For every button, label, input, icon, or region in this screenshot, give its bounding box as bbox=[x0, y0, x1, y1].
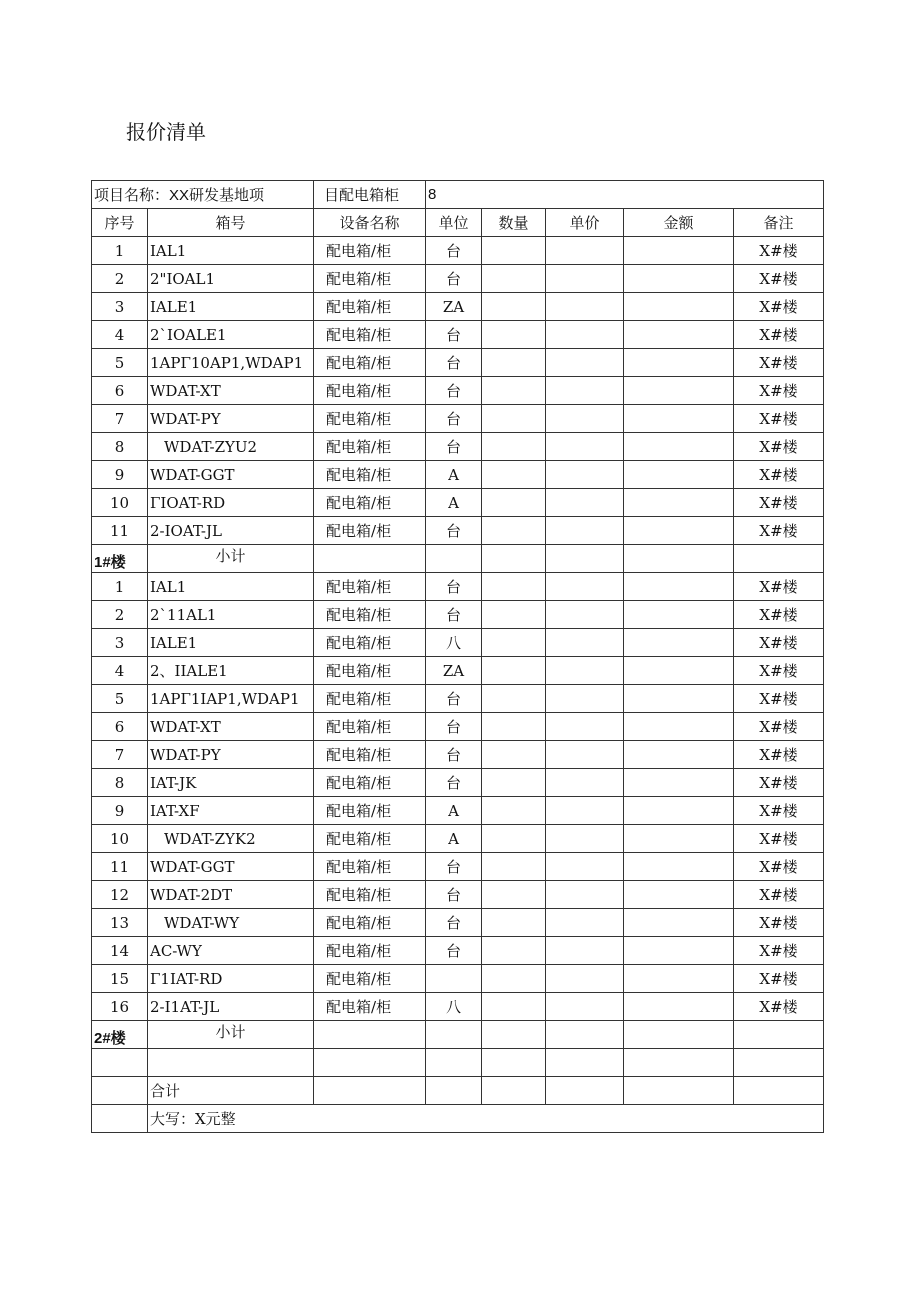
project-number: 8 bbox=[426, 181, 824, 209]
note-cell: X#楼 bbox=[734, 601, 824, 629]
header-no: 序号 bbox=[92, 209, 148, 237]
amount-cell bbox=[624, 629, 734, 657]
row-number: 5 bbox=[92, 685, 148, 713]
table-row bbox=[92, 293, 824, 321]
row-number: 4 bbox=[92, 657, 148, 685]
unit-price-cell bbox=[546, 797, 624, 825]
unit-price-cell bbox=[546, 405, 624, 433]
amount-cell bbox=[624, 405, 734, 433]
total-label: 合计 bbox=[148, 1077, 314, 1105]
unit-cell bbox=[426, 965, 482, 993]
row-number: 3 bbox=[92, 629, 148, 657]
empty-cell bbox=[734, 1049, 824, 1077]
box-id: WDAT-ZYU2 bbox=[148, 433, 314, 461]
amount-cell bbox=[624, 909, 734, 937]
quantity-cell bbox=[482, 629, 546, 657]
header-box: 箱号 bbox=[148, 209, 314, 237]
note-cell: X#楼 bbox=[734, 825, 824, 853]
empty-cell bbox=[314, 545, 426, 573]
amount-cell bbox=[624, 377, 734, 405]
table-row bbox=[92, 377, 824, 405]
empty-cell bbox=[426, 1077, 482, 1105]
box-id: 2`IOALE1 bbox=[148, 321, 314, 349]
amount-cell bbox=[624, 741, 734, 769]
table-row bbox=[92, 517, 824, 545]
unit-price-cell bbox=[546, 461, 624, 489]
unit-cell: 台 bbox=[426, 377, 482, 405]
equipment-name: 配电箱/柜 bbox=[314, 825, 426, 853]
quote-table bbox=[91, 180, 824, 1133]
amount-cell bbox=[624, 433, 734, 461]
quantity-cell bbox=[482, 881, 546, 909]
quantity-cell bbox=[482, 377, 546, 405]
row-number: 11 bbox=[92, 517, 148, 545]
unit-price-cell bbox=[546, 657, 624, 685]
floor-label: 1#楼 bbox=[92, 545, 148, 573]
empty-cell bbox=[546, 1021, 624, 1049]
unit-cell: 台 bbox=[426, 349, 482, 377]
quantity-cell bbox=[482, 349, 546, 377]
note-cell: X#楼 bbox=[734, 433, 824, 461]
amount-cell bbox=[624, 713, 734, 741]
table-row bbox=[92, 937, 824, 965]
unit-price-cell bbox=[546, 713, 624, 741]
note-cell: X#楼 bbox=[734, 489, 824, 517]
box-id: 1APΓ10AP1,WDAP1 bbox=[148, 349, 314, 377]
amount-cell bbox=[624, 573, 734, 601]
empty-cell bbox=[314, 1021, 426, 1049]
equipment-name: 配电箱/柜 bbox=[314, 349, 426, 377]
quantity-cell bbox=[482, 965, 546, 993]
quantity-cell bbox=[482, 937, 546, 965]
note-cell: X#楼 bbox=[734, 853, 824, 881]
row-number: 15 bbox=[92, 965, 148, 993]
unit-cell: 台 bbox=[426, 881, 482, 909]
note-cell: X#楼 bbox=[734, 797, 824, 825]
row-number: 13 bbox=[92, 909, 148, 937]
note-cell: X#楼 bbox=[734, 769, 824, 797]
unit-price-cell bbox=[546, 265, 624, 293]
row-number: 1 bbox=[92, 573, 148, 601]
empty-cell bbox=[148, 1049, 314, 1077]
unit-cell: 台 bbox=[426, 321, 482, 349]
equipment-name: 配电箱/柜 bbox=[314, 321, 426, 349]
empty-cell bbox=[624, 545, 734, 573]
quantity-cell bbox=[482, 993, 546, 1021]
row-number: 10 bbox=[92, 489, 148, 517]
unit-price-cell bbox=[546, 741, 624, 769]
quantity-cell bbox=[482, 713, 546, 741]
document-title: 报价清单 bbox=[126, 120, 206, 144]
quantity-cell bbox=[482, 909, 546, 937]
table-row bbox=[92, 657, 824, 685]
empty-cell bbox=[314, 1049, 426, 1077]
equipment-name: 配电箱/柜 bbox=[314, 433, 426, 461]
box-id: 2`11AL1 bbox=[148, 601, 314, 629]
table-row bbox=[92, 881, 824, 909]
table-row bbox=[92, 685, 824, 713]
quantity-cell bbox=[482, 321, 546, 349]
box-id: WDAT-XT bbox=[148, 377, 314, 405]
empty-cell bbox=[546, 545, 624, 573]
quantity-cell bbox=[482, 517, 546, 545]
table-row bbox=[92, 573, 824, 601]
table-row bbox=[92, 237, 824, 265]
equipment-name: 配电箱/柜 bbox=[314, 853, 426, 881]
box-id: WDAT-XT bbox=[148, 713, 314, 741]
equipment-name: 配电箱/柜 bbox=[314, 685, 426, 713]
quantity-cell bbox=[482, 853, 546, 881]
equipment-name: 配电箱/柜 bbox=[314, 993, 426, 1021]
equipment-name: 配电箱/柜 bbox=[314, 377, 426, 405]
equipment-name: 配电箱/柜 bbox=[314, 797, 426, 825]
subtotal-label: 小计 bbox=[148, 1021, 314, 1049]
unit-price-cell bbox=[546, 517, 624, 545]
box-id: WDAT-GGT bbox=[148, 853, 314, 881]
row-number: 7 bbox=[92, 405, 148, 433]
row-number: 9 bbox=[92, 461, 148, 489]
unit-price-cell bbox=[546, 965, 624, 993]
quantity-cell bbox=[482, 293, 546, 321]
box-id: WDAT-WY bbox=[148, 909, 314, 937]
row-number: 4 bbox=[92, 321, 148, 349]
unit-cell: 台 bbox=[426, 713, 482, 741]
subtotal-row bbox=[92, 1021, 824, 1049]
empty-cell bbox=[482, 1021, 546, 1049]
unit-cell: 台 bbox=[426, 769, 482, 797]
table-row bbox=[92, 825, 824, 853]
note-cell: X#楼 bbox=[734, 405, 824, 433]
amount-cell bbox=[624, 489, 734, 517]
unit-price-cell bbox=[546, 881, 624, 909]
unit-price-cell bbox=[546, 237, 624, 265]
equipment-name: 配电箱/柜 bbox=[314, 265, 426, 293]
amount-cell bbox=[624, 881, 734, 909]
amount-cell bbox=[624, 825, 734, 853]
box-id: WDAT-ZYK2 bbox=[148, 825, 314, 853]
note-cell: X#楼 bbox=[734, 993, 824, 1021]
unit-price-cell bbox=[546, 937, 624, 965]
table-row bbox=[92, 601, 824, 629]
amount-cell bbox=[624, 293, 734, 321]
table-row bbox=[92, 461, 824, 489]
box-id: 2-I1AT-JL bbox=[148, 993, 314, 1021]
table-row bbox=[92, 405, 824, 433]
row-number: 10 bbox=[92, 825, 148, 853]
row-number: 16 bbox=[92, 993, 148, 1021]
unit-price-cell bbox=[546, 489, 624, 517]
unit-price-cell bbox=[546, 769, 624, 797]
row-number: 14 bbox=[92, 937, 148, 965]
note-cell: X#楼 bbox=[734, 685, 824, 713]
empty-cell bbox=[92, 1077, 148, 1105]
unit-price-cell bbox=[546, 909, 624, 937]
row-number: 11 bbox=[92, 853, 148, 881]
quantity-cell bbox=[482, 461, 546, 489]
note-cell: X#楼 bbox=[734, 293, 824, 321]
unit-price-cell bbox=[546, 853, 624, 881]
header-amount: 金额 bbox=[624, 209, 734, 237]
empty-cell bbox=[734, 1021, 824, 1049]
unit-price-cell bbox=[546, 993, 624, 1021]
unit-cell: A bbox=[426, 825, 482, 853]
empty-cell bbox=[426, 1021, 482, 1049]
header-note: 备注 bbox=[734, 209, 824, 237]
unit-cell: 台 bbox=[426, 601, 482, 629]
note-cell: X#楼 bbox=[734, 321, 824, 349]
row-number: 8 bbox=[92, 433, 148, 461]
blank-row bbox=[92, 1049, 824, 1077]
amount-cell bbox=[624, 937, 734, 965]
unit-price-cell bbox=[546, 601, 624, 629]
quantity-cell bbox=[482, 237, 546, 265]
note-cell: X#楼 bbox=[734, 265, 824, 293]
equipment-name: 配电箱/柜 bbox=[314, 629, 426, 657]
row-number: 2 bbox=[92, 601, 148, 629]
box-id: WDAT-2DT bbox=[148, 881, 314, 909]
equipment-name: 配电箱/柜 bbox=[314, 293, 426, 321]
unit-cell: 八 bbox=[426, 629, 482, 657]
amount-cell bbox=[624, 349, 734, 377]
unit-cell: A bbox=[426, 489, 482, 517]
equipment-name: 配电箱/柜 bbox=[314, 881, 426, 909]
header-row bbox=[92, 209, 824, 237]
table-row bbox=[92, 909, 824, 937]
note-cell: X#楼 bbox=[734, 349, 824, 377]
quantity-cell bbox=[482, 489, 546, 517]
note-cell: X#楼 bbox=[734, 965, 824, 993]
empty-cell bbox=[92, 1049, 148, 1077]
unit-cell: 台 bbox=[426, 405, 482, 433]
empty-cell bbox=[734, 1077, 824, 1105]
unit-cell: 台 bbox=[426, 265, 482, 293]
row-number: 1 bbox=[92, 237, 148, 265]
table-row bbox=[92, 965, 824, 993]
unit-price-cell bbox=[546, 293, 624, 321]
equipment-name: 配电箱/柜 bbox=[314, 713, 426, 741]
note-cell: X#楼 bbox=[734, 517, 824, 545]
header-qty: 数量 bbox=[482, 209, 546, 237]
subtotal-row bbox=[92, 545, 824, 573]
note-cell: X#楼 bbox=[734, 237, 824, 265]
quantity-cell bbox=[482, 769, 546, 797]
row-number: 6 bbox=[92, 377, 148, 405]
amount-cell bbox=[624, 265, 734, 293]
empty-cell bbox=[624, 1049, 734, 1077]
amount-cell bbox=[624, 685, 734, 713]
box-id: AC-WY bbox=[148, 937, 314, 965]
quantity-cell bbox=[482, 265, 546, 293]
empty-cell bbox=[314, 1077, 426, 1105]
equipment-name: 配电箱/柜 bbox=[314, 517, 426, 545]
unit-cell: A bbox=[426, 797, 482, 825]
unit-cell: 台 bbox=[426, 909, 482, 937]
equipment-name: 配电箱/柜 bbox=[314, 237, 426, 265]
unit-cell: A bbox=[426, 461, 482, 489]
box-id: IAT-JK bbox=[148, 769, 314, 797]
empty-cell bbox=[426, 1049, 482, 1077]
note-cell: X#楼 bbox=[734, 573, 824, 601]
header-unit: 单位 bbox=[426, 209, 482, 237]
capital-amount-label: 大写：X元整 bbox=[148, 1105, 824, 1133]
quantity-cell bbox=[482, 573, 546, 601]
capital-row bbox=[92, 1105, 824, 1133]
empty-cell bbox=[734, 545, 824, 573]
empty-cell bbox=[482, 1077, 546, 1105]
box-id: IALE1 bbox=[148, 293, 314, 321]
amount-cell bbox=[624, 769, 734, 797]
amount-cell bbox=[624, 993, 734, 1021]
box-id: 2"IOAL1 bbox=[148, 265, 314, 293]
unit-cell: 台 bbox=[426, 517, 482, 545]
note-cell: X#楼 bbox=[734, 713, 824, 741]
unit-price-cell bbox=[546, 321, 624, 349]
floor-label: 2#楼 bbox=[92, 1021, 148, 1049]
note-cell: X#楼 bbox=[734, 629, 824, 657]
empty-cell bbox=[482, 545, 546, 573]
equipment-name: 配电箱/柜 bbox=[314, 601, 426, 629]
row-number: 12 bbox=[92, 881, 148, 909]
empty-cell bbox=[624, 1077, 734, 1105]
quantity-cell bbox=[482, 405, 546, 433]
unit-cell: 台 bbox=[426, 741, 482, 769]
header-name: 设备名称 bbox=[314, 209, 426, 237]
amount-cell bbox=[624, 321, 734, 349]
amount-cell bbox=[624, 461, 734, 489]
note-cell: X#楼 bbox=[734, 657, 824, 685]
unit-price-cell bbox=[546, 685, 624, 713]
table-row bbox=[92, 321, 824, 349]
subtotal-label: 小计 bbox=[148, 545, 314, 573]
row-number: 8 bbox=[92, 769, 148, 797]
table-row bbox=[92, 853, 824, 881]
quantity-cell bbox=[482, 657, 546, 685]
amount-cell bbox=[624, 657, 734, 685]
note-cell: X#楼 bbox=[734, 937, 824, 965]
amount-cell bbox=[624, 797, 734, 825]
box-id: ΓIOAT-RD bbox=[148, 489, 314, 517]
total-row bbox=[92, 1077, 824, 1105]
unit-price-cell bbox=[546, 433, 624, 461]
unit-price-cell bbox=[546, 573, 624, 601]
equipment-name: 配电箱/柜 bbox=[314, 741, 426, 769]
unit-price-cell bbox=[546, 377, 624, 405]
unit-price-cell bbox=[546, 825, 624, 853]
unit-cell: ZA bbox=[426, 657, 482, 685]
amount-cell bbox=[624, 517, 734, 545]
unit-cell: 台 bbox=[426, 937, 482, 965]
box-id: IAL1 bbox=[148, 237, 314, 265]
box-id: IAT-XF bbox=[148, 797, 314, 825]
table-row bbox=[92, 993, 824, 1021]
quantity-cell bbox=[482, 433, 546, 461]
amount-cell bbox=[624, 601, 734, 629]
note-cell: X#楼 bbox=[734, 909, 824, 937]
box-id: IAL1 bbox=[148, 573, 314, 601]
project-row bbox=[92, 181, 824, 209]
unit-cell: 台 bbox=[426, 853, 482, 881]
equipment-name: 配电箱/柜 bbox=[314, 573, 426, 601]
unit-cell: 台 bbox=[426, 573, 482, 601]
empty-cell bbox=[92, 1105, 148, 1133]
row-number: 3 bbox=[92, 293, 148, 321]
box-id: Γ1IAT-RD bbox=[148, 965, 314, 993]
equipment-name: 配电箱/柜 bbox=[314, 461, 426, 489]
amount-cell bbox=[624, 237, 734, 265]
equipment-name: 配电箱/柜 bbox=[314, 657, 426, 685]
empty-cell bbox=[546, 1049, 624, 1077]
box-id: WDAT-PY bbox=[148, 405, 314, 433]
unit-cell: 八 bbox=[426, 993, 482, 1021]
equipment-name: 配电箱/柜 bbox=[314, 965, 426, 993]
row-number: 2 bbox=[92, 265, 148, 293]
unit-cell: ZA bbox=[426, 293, 482, 321]
box-id: WDAT-PY bbox=[148, 741, 314, 769]
table-row bbox=[92, 629, 824, 657]
table-row bbox=[92, 349, 824, 377]
row-number: 7 bbox=[92, 741, 148, 769]
box-id: 2-IOAT-JL bbox=[148, 517, 314, 545]
row-number: 5 bbox=[92, 349, 148, 377]
equipment-name: 配电箱/柜 bbox=[314, 937, 426, 965]
empty-cell bbox=[624, 1021, 734, 1049]
quantity-cell bbox=[482, 825, 546, 853]
quantity-cell bbox=[482, 741, 546, 769]
amount-cell bbox=[624, 965, 734, 993]
box-id: 2、IIALE1 bbox=[148, 657, 314, 685]
note-cell: X#楼 bbox=[734, 377, 824, 405]
quantity-cell bbox=[482, 685, 546, 713]
equipment-name: 配电箱/柜 bbox=[314, 769, 426, 797]
amount-cell bbox=[624, 853, 734, 881]
table-row bbox=[92, 489, 824, 517]
table-row bbox=[92, 265, 824, 293]
note-cell: X#楼 bbox=[734, 461, 824, 489]
box-id: WDAT-GGT bbox=[148, 461, 314, 489]
unit-price-cell bbox=[546, 629, 624, 657]
unit-cell: 台 bbox=[426, 237, 482, 265]
quantity-cell bbox=[482, 797, 546, 825]
empty-cell bbox=[482, 1049, 546, 1077]
note-cell: X#楼 bbox=[734, 881, 824, 909]
table-row bbox=[92, 433, 824, 461]
equipment-name: 配电箱/柜 bbox=[314, 909, 426, 937]
empty-cell bbox=[546, 1077, 624, 1105]
project-name-cont: 目配电箱柜 bbox=[314, 181, 426, 209]
empty-cell bbox=[426, 545, 482, 573]
unit-price-cell bbox=[546, 349, 624, 377]
quantity-cell bbox=[482, 601, 546, 629]
box-id: IALE1 bbox=[148, 629, 314, 657]
note-cell: X#楼 bbox=[734, 741, 824, 769]
equipment-name: 配电箱/柜 bbox=[314, 489, 426, 517]
table-row bbox=[92, 797, 824, 825]
row-number: 9 bbox=[92, 797, 148, 825]
equipment-name: 配电箱/柜 bbox=[314, 405, 426, 433]
table-row bbox=[92, 713, 824, 741]
table-row bbox=[92, 741, 824, 769]
header-price: 单价 bbox=[546, 209, 624, 237]
row-number: 6 bbox=[92, 713, 148, 741]
box-id: 1APΓ1IAP1,WDAP1 bbox=[148, 685, 314, 713]
unit-cell: 台 bbox=[426, 685, 482, 713]
unit-cell: 台 bbox=[426, 433, 482, 461]
project-name: 项目名称：XX研发基地项 bbox=[92, 181, 314, 209]
table-row bbox=[92, 769, 824, 797]
